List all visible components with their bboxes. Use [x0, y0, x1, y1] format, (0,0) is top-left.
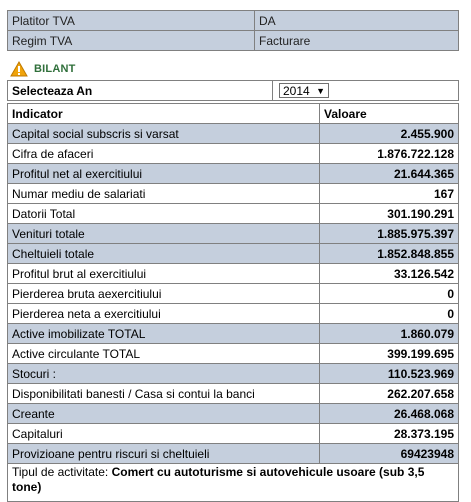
- year-dropdown-value: 2014: [283, 84, 310, 98]
- vat-payer-label: Platitor TVA: [8, 11, 255, 31]
- indicator-name: Disponibilitati banesti / Casa si contui la banci: [8, 384, 320, 404]
- table-row: [8, 384, 459, 404]
- vat-payer-row: [8, 11, 459, 31]
- indicator-name: Capital social subscris si varsat: [8, 124, 320, 144]
- indicator-name: Stocuri :: [8, 364, 320, 384]
- indicator-value: 1.885.975.397: [320, 224, 459, 244]
- vat-info-table: [7, 10, 459, 51]
- vat-payer-value: DA: [255, 11, 459, 31]
- indicator-value: 301.190.291: [320, 204, 459, 224]
- table-row: [8, 404, 459, 424]
- activity-row: [8, 464, 459, 502]
- indicator-name: Numar mediu de salariati: [8, 184, 320, 204]
- indicator-name: Venituri totale: [8, 224, 320, 244]
- table-header-row: [8, 104, 459, 124]
- indicator-name: Creante: [8, 404, 320, 424]
- table-row: [8, 304, 459, 324]
- indicator-value: 1.876.722.128: [320, 144, 459, 164]
- indicator-name: Profitul brut al exercitiului: [8, 264, 320, 284]
- indicator-value: 21.644.365: [320, 164, 459, 184]
- indicator-value: 0: [320, 304, 459, 324]
- table-row: [8, 244, 459, 264]
- table-row: [8, 144, 459, 164]
- indicator-value: 110.523.969: [320, 364, 459, 384]
- table-row: [8, 364, 459, 384]
- year-select-label: Selecteaza An: [8, 81, 273, 101]
- indicator-value: 26.468.068: [320, 404, 459, 424]
- header-indicator: Indicator: [8, 104, 320, 124]
- vat-regime-row: [8, 31, 459, 51]
- indicator-value: 262.207.658: [320, 384, 459, 404]
- indicators-table: [7, 103, 459, 502]
- table-row: [8, 444, 459, 464]
- bilant-title: BILANT: [34, 63, 76, 75]
- vat-regime-value: Facturare: [255, 31, 459, 51]
- table-row: [8, 264, 459, 284]
- table-row: [8, 204, 459, 224]
- indicator-name: Provizioane pentru riscuri si cheltuieli: [8, 444, 320, 464]
- table-row: [8, 284, 459, 304]
- indicator-name: Capitaluri: [8, 424, 320, 444]
- indicator-value: 28.373.195: [320, 424, 459, 444]
- indicator-value: 1.852.848.855: [320, 244, 459, 264]
- indicator-name: Datorii Total: [8, 204, 320, 224]
- table-row: [8, 124, 459, 144]
- table-row: [8, 184, 459, 204]
- indicator-name: Cheltuieli totale: [8, 244, 320, 264]
- table-row: [8, 424, 459, 444]
- indicator-value: 167: [320, 184, 459, 204]
- year-select-cell: [273, 81, 459, 101]
- header-value: Valoare: [320, 104, 459, 124]
- year-dropdown[interactable]: [279, 83, 329, 98]
- indicator-name: Pierderea neta a exercitiului: [8, 304, 320, 324]
- indicator-name: Profitul net al exercitiului: [8, 164, 320, 184]
- indicator-value: 69423948: [320, 444, 459, 464]
- table-row: [8, 164, 459, 184]
- indicator-value: 2.455.900: [320, 124, 459, 144]
- warning-icon: [10, 61, 28, 77]
- vat-regime-label: Regim TVA: [8, 31, 255, 51]
- activity-value: Comert cu autoturisme si autovehicule usoare (sub 3,5 tone): [12, 465, 425, 494]
- table-row: [8, 344, 459, 364]
- indicator-value: 33.126.542: [320, 264, 459, 284]
- indicator-value: 1.860.079: [320, 324, 459, 344]
- table-row: [8, 324, 459, 344]
- bilant-heading: [10, 60, 76, 78]
- indicator-name: Active circulante TOTAL: [8, 344, 320, 364]
- table-row: [8, 224, 459, 244]
- activity-label: Tipul de activitate:: [12, 465, 109, 479]
- indicator-value: 0: [320, 284, 459, 304]
- indicator-name: Pierderea bruta aexercitiului: [8, 284, 320, 304]
- year-select-table: [7, 80, 459, 101]
- dropdown-arrow-icon: ▼: [316, 86, 325, 96]
- indicator-name: Active imobilizate TOTAL: [8, 324, 320, 344]
- indicator-value: 399.199.695: [320, 344, 459, 364]
- indicator-name: Cifra de afaceri: [8, 144, 320, 164]
- activity-cell: [8, 464, 459, 502]
